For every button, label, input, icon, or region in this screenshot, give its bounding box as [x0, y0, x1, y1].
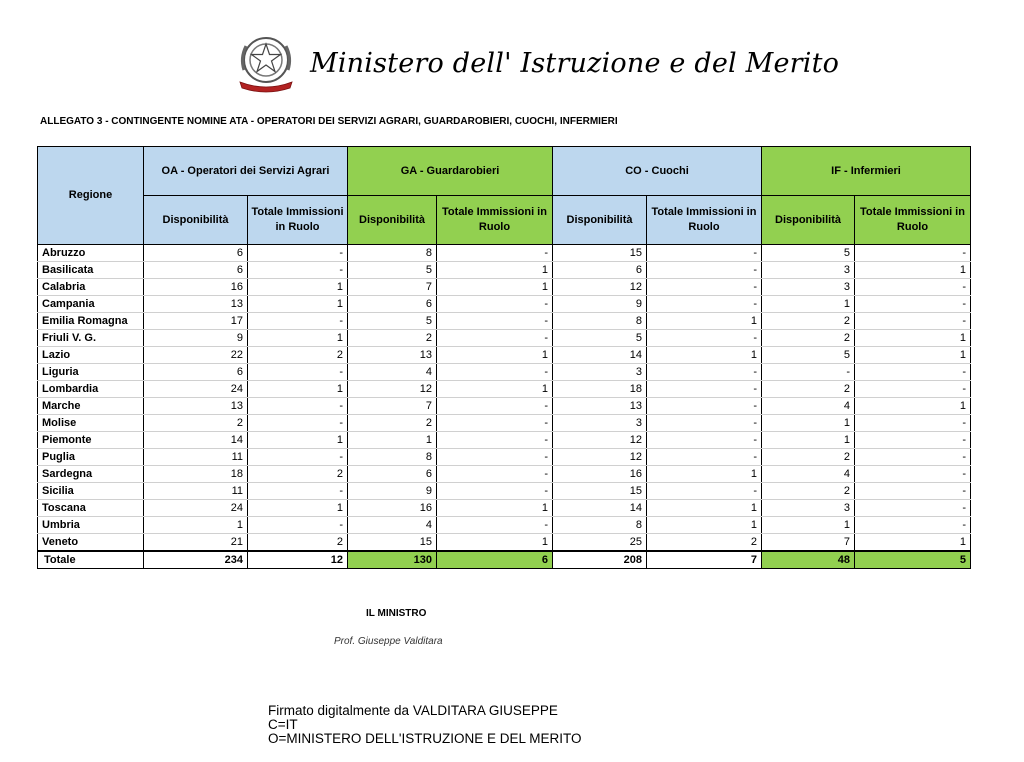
table-cell: - — [647, 296, 762, 313]
table-cell: 6 — [144, 364, 248, 381]
table-cell: 1 — [647, 500, 762, 517]
table-cell: - — [248, 449, 348, 466]
table-cell: 8 — [553, 313, 647, 330]
table-cell: 15 — [553, 245, 647, 262]
table-cell: - — [437, 398, 553, 415]
table-cell: 1 — [762, 517, 855, 534]
table-cell: 13 — [553, 398, 647, 415]
table-cell: 2 — [762, 330, 855, 347]
region-name: Sicilia — [38, 483, 144, 500]
region-name: Liguria — [38, 364, 144, 381]
digital-signature-country: C=IT — [268, 717, 298, 732]
table-cell: 1 — [762, 415, 855, 432]
digital-signature-line: Firmato digitalmente da VALDITARA GIUSEPPE — [268, 703, 558, 718]
table-cell: 2 — [762, 449, 855, 466]
italian-republic-emblem — [234, 30, 298, 96]
table-cell: 1 — [437, 500, 553, 517]
table-cell: 2 — [762, 313, 855, 330]
table-cell: 1 — [855, 398, 971, 415]
table-cell: 9 — [348, 483, 437, 500]
table-cell: 3 — [553, 415, 647, 432]
document-header — [234, 30, 840, 100]
table-cell: 5 — [553, 330, 647, 347]
subheader-if-immissioni: Totale Immissioni in Ruolo — [855, 196, 971, 245]
digital-signature — [268, 704, 582, 746]
table-cell: 12 — [553, 432, 647, 449]
table-cell: 11 — [144, 483, 248, 500]
table-cell: 2 — [762, 381, 855, 398]
table-cell: 2 — [647, 534, 762, 552]
table-cell: 6 — [348, 466, 437, 483]
table-cell: - — [437, 415, 553, 432]
table-cell: 11 — [144, 449, 248, 466]
table-cell: 1 — [437, 534, 553, 552]
table-row — [38, 415, 971, 432]
table-cell: - — [855, 296, 971, 313]
region-name: Friuli V. G. — [38, 330, 144, 347]
table-cell: 7 — [348, 279, 437, 296]
group-header-oa: OA - Operatori dei Servizi Agrari — [144, 147, 348, 196]
table-cell: - — [855, 466, 971, 483]
table-cell: - — [437, 449, 553, 466]
table-cell: - — [647, 381, 762, 398]
table-cell: - — [248, 262, 348, 279]
table-cell: 2 — [762, 483, 855, 500]
table-cell: 6 — [348, 296, 437, 313]
table-cell: 5 — [762, 245, 855, 262]
table-cell: 24 — [144, 381, 248, 398]
region-name: Basilicata — [38, 262, 144, 279]
table-cell: 6 — [553, 262, 647, 279]
subheader-if-disponibilita: Disponibilità — [762, 196, 855, 245]
table-cell: 1 — [855, 347, 971, 364]
table-cell: 1 — [647, 466, 762, 483]
table-cell: 12 — [348, 381, 437, 398]
table-row — [38, 534, 971, 552]
table-cell: 1 — [762, 296, 855, 313]
region-name: Calabria — [38, 279, 144, 296]
table-row — [38, 279, 971, 296]
table-cell: 5 — [348, 313, 437, 330]
table-cell: 7 — [762, 534, 855, 552]
table-cell: - — [855, 279, 971, 296]
table-cell: - — [855, 500, 971, 517]
table-row — [38, 347, 971, 364]
table-row — [38, 517, 971, 534]
subheader-co-immissioni: Totale Immissioni in Ruolo — [647, 196, 762, 245]
table-cell: - — [437, 245, 553, 262]
table-cell: - — [647, 262, 762, 279]
table-cell: - — [647, 245, 762, 262]
table-row — [38, 432, 971, 449]
table-row — [38, 296, 971, 313]
group-header-ga: GA - Guardarobieri — [348, 147, 553, 196]
table-cell: 25 — [553, 534, 647, 552]
table-row — [38, 330, 971, 347]
table-cell: - — [437, 483, 553, 500]
table-cell: - — [437, 432, 553, 449]
table-cell: 15 — [553, 483, 647, 500]
table-cell: 5 — [855, 551, 971, 569]
table-cell: - — [248, 415, 348, 432]
table-cell: 1 — [248, 500, 348, 517]
table-cell: - — [647, 415, 762, 432]
table-row — [38, 313, 971, 330]
table-cell: 1 — [348, 432, 437, 449]
table-cell: 1 — [437, 381, 553, 398]
table-cell: - — [855, 432, 971, 449]
region-name: Toscana — [38, 500, 144, 517]
table-cell: 6 — [144, 262, 248, 279]
table-cell: 1 — [144, 517, 248, 534]
table-cell: - — [647, 364, 762, 381]
group-header-if: IF - Infermieri — [762, 147, 971, 196]
group-header-co: CO - Cuochi — [553, 147, 762, 196]
table-cell: - — [855, 483, 971, 500]
table-cell: 2 — [348, 415, 437, 432]
table-cell: 15 — [348, 534, 437, 552]
table-cell: - — [248, 483, 348, 500]
table-cell: - — [248, 313, 348, 330]
table-cell: 22 — [144, 347, 248, 364]
table-row — [38, 364, 971, 381]
table-cell: 1 — [647, 313, 762, 330]
region-name: Veneto — [38, 534, 144, 552]
table-cell: 1 — [647, 517, 762, 534]
table-row — [38, 500, 971, 517]
total-label: Totale — [38, 551, 144, 569]
table-cell: - — [855, 313, 971, 330]
table-cell: - — [437, 313, 553, 330]
table-cell: 9 — [553, 296, 647, 313]
subheader-oa-disponibilita: Disponibilità — [144, 196, 248, 245]
table-cell: - — [248, 398, 348, 415]
table-cell: 1 — [762, 432, 855, 449]
table-cell: 12 — [248, 551, 348, 569]
region-name: Umbria — [38, 517, 144, 534]
table-cell: 2 — [248, 466, 348, 483]
table-cell: 13 — [144, 398, 248, 415]
table-cell: 12 — [553, 279, 647, 296]
table-cell: - — [855, 415, 971, 432]
table-cell: 21 — [144, 534, 248, 552]
table-cell: - — [248, 245, 348, 262]
table-cell: 7 — [647, 551, 762, 569]
table-cell: 1 — [437, 279, 553, 296]
ministry-title: Ministero dell' Istruzione e del Merito — [310, 48, 840, 79]
region-name: Emilia Romagna — [38, 313, 144, 330]
table-cell: 1 — [248, 330, 348, 347]
table-cell: - — [855, 381, 971, 398]
table-cell: 1 — [437, 347, 553, 364]
region-name: Abruzzo — [38, 245, 144, 262]
table-cell: 24 — [144, 500, 248, 517]
allegato-title: ALLEGATO 3 - CONTINGENTE NOMINE ATA - OPERATORI DEI SERVIZI AGRARI, GUARDAROBIERI, CUOCHI, INFERMIERI — [40, 116, 618, 127]
table-cell: 18 — [144, 466, 248, 483]
table-row — [38, 449, 971, 466]
table-cell: - — [647, 432, 762, 449]
table-cell: 14 — [553, 500, 647, 517]
subheader-co-disponibilita: Disponibilità — [553, 196, 647, 245]
table-cell: 8 — [348, 245, 437, 262]
table-cell: 17 — [144, 313, 248, 330]
table-cell: 8 — [553, 517, 647, 534]
table-cell: - — [647, 483, 762, 500]
table-cell: 14 — [144, 432, 248, 449]
table-cell: 4 — [348, 517, 437, 534]
total-row — [38, 551, 971, 569]
table-row — [38, 381, 971, 398]
table-cell: 7 — [348, 398, 437, 415]
table-cell: 1 — [855, 330, 971, 347]
table-cell: 3 — [762, 500, 855, 517]
table-cell: - — [248, 364, 348, 381]
table-cell: - — [855, 245, 971, 262]
table-cell: 13 — [348, 347, 437, 364]
region-name: Piemonte — [38, 432, 144, 449]
table-cell: 4 — [762, 398, 855, 415]
table-cell: - — [437, 330, 553, 347]
table-cell: 12 — [553, 449, 647, 466]
table-cell: 1 — [248, 381, 348, 398]
table-cell: 1 — [248, 279, 348, 296]
table-cell: - — [647, 279, 762, 296]
table-cell: - — [437, 296, 553, 313]
region-name: Marche — [38, 398, 144, 415]
minister-name: Prof. Giuseppe Valditara — [334, 636, 443, 647]
table-cell: 1 — [647, 347, 762, 364]
table-cell: 1 — [855, 534, 971, 552]
region-header: Regione — [38, 147, 144, 245]
table-row — [38, 262, 971, 279]
region-name: Campania — [38, 296, 144, 313]
table-cell: 208 — [553, 551, 647, 569]
subheader-ga-immissioni: Totale Immissioni in Ruolo — [437, 196, 553, 245]
table-cell: 1 — [437, 262, 553, 279]
subheader-oa-immissioni: Totale Immissioni in Ruolo — [248, 196, 348, 245]
table-cell: - — [855, 364, 971, 381]
table-cell: 2 — [144, 415, 248, 432]
table-cell: 130 — [348, 551, 437, 569]
table-cell: - — [248, 517, 348, 534]
table-cell: - — [855, 517, 971, 534]
table-cell: 3 — [553, 364, 647, 381]
region-name: Lazio — [38, 347, 144, 364]
table-cell: 2 — [348, 330, 437, 347]
contingent-table — [37, 146, 971, 569]
digital-signature-organization: O=MINISTERO DELL'ISTRUZIONE E DEL MERITO — [268, 731, 582, 746]
table-cell: 6 — [144, 245, 248, 262]
table-cell: 48 — [762, 551, 855, 569]
table-cell: 1 — [855, 262, 971, 279]
table-body — [38, 245, 971, 569]
region-name: Puglia — [38, 449, 144, 466]
table-cell: 4 — [762, 466, 855, 483]
table-cell: 13 — [144, 296, 248, 313]
minister-label: IL MINISTRO — [366, 608, 427, 619]
table-cell: - — [647, 330, 762, 347]
table-row — [38, 398, 971, 415]
table-cell: 3 — [762, 279, 855, 296]
table-cell: - — [647, 449, 762, 466]
table-cell: 2 — [248, 534, 348, 552]
table-cell: 8 — [348, 449, 437, 466]
table-cell: 9 — [144, 330, 248, 347]
table-cell: 18 — [553, 381, 647, 398]
table-row — [38, 483, 971, 500]
table-cell: 6 — [437, 551, 553, 569]
table-cell: 16 — [553, 466, 647, 483]
table-row — [38, 466, 971, 483]
table-cell: 16 — [348, 500, 437, 517]
table-cell: - — [855, 449, 971, 466]
table-cell: - — [762, 364, 855, 381]
table-cell: 16 — [144, 279, 248, 296]
table-cell: - — [647, 398, 762, 415]
table-row — [38, 245, 971, 262]
table-cell: 1 — [248, 432, 348, 449]
table-cell: - — [437, 466, 553, 483]
table-cell: 2 — [248, 347, 348, 364]
region-name: Molise — [38, 415, 144, 432]
table-cell: 1 — [248, 296, 348, 313]
table-cell: 4 — [348, 364, 437, 381]
region-name: Sardegna — [38, 466, 144, 483]
subheader-ga-disponibilita: Disponibilità — [348, 196, 437, 245]
table-cell: 5 — [762, 347, 855, 364]
region-name: Lombardia — [38, 381, 144, 398]
table-cell: 234 — [144, 551, 248, 569]
table-cell: 3 — [762, 262, 855, 279]
table-cell: 14 — [553, 347, 647, 364]
table-cell: - — [437, 517, 553, 534]
table-cell: - — [437, 364, 553, 381]
table-cell: 5 — [348, 262, 437, 279]
